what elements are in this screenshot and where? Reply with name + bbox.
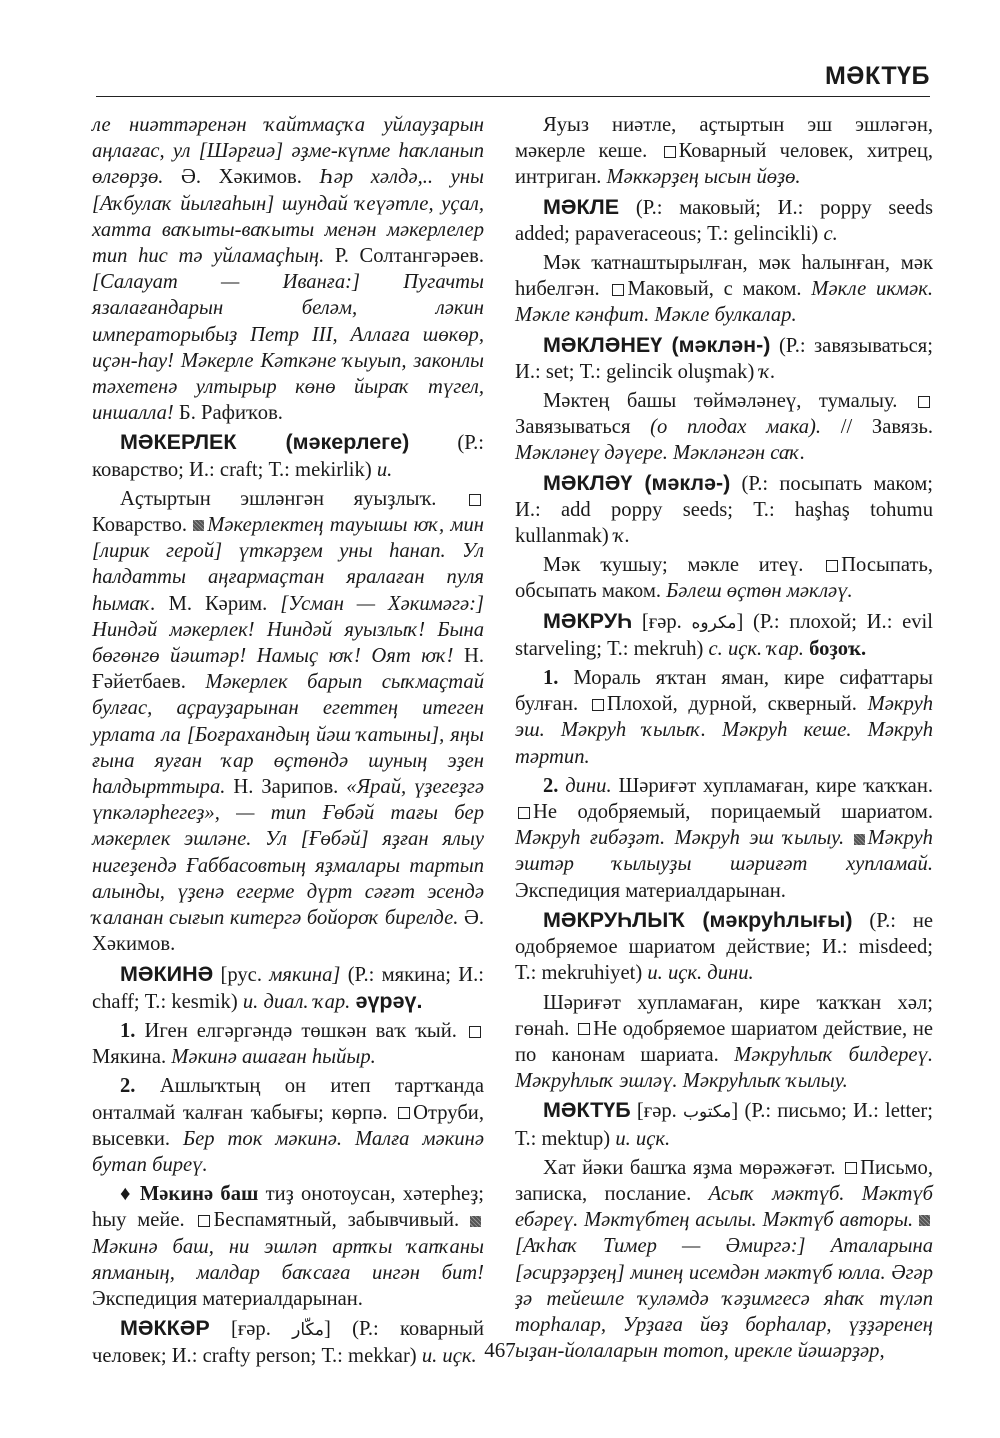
russian-translation-square-icon — [826, 560, 838, 572]
entry-makle: МӘКЛЕ (Р.: маковый; И.: poppy seeds added; papaveraceous; Т.: gelincikli) с. — [515, 194, 933, 245]
entry-makkar-body: Яуыз ниәтле, аҫтыртын эш эшләгән, мәкерле кеше. Коварный человек, хитрец, интриган. Мәккәрҙең ысын йөҙө. — [515, 114, 933, 189]
headword: МӘКИНӘ — [120, 961, 214, 986]
example-marker-icon — [919, 1215, 930, 1226]
sense-2: 2. дини. Шәриғәт хупламаған, кире ҡаҡҡан. Не одобряемый, порицаемый шариатом. Мәкруһ ғибәҙәт. Мәкруһ эш ҡылыу. Мәкруһ эштәр ҡылыуҙы шәриғәт хупламай. Экспедиция материалдарынан. — [515, 774, 933, 902]
headword: МӘКЛӘҮ (мәклә-) — [543, 470, 731, 495]
running-header — [96, 60, 930, 97]
russian-translation-square-icon — [469, 494, 481, 506]
entry-makle-body: Мәк ҡатнаштырылған, мәк һалынған, мәк һибелгән. Маковый, с маком. Мәкле икмәк. Мәкле кәнфит. Мәкле булкалар. — [515, 252, 933, 327]
entry-makina: МӘКИНӘ [рус. мякина] (Р.: мякина; И.: chaff; Т.: kesmik) и. диал. ҡар. әүрәү. — [92, 961, 484, 1013]
entry-makruhlyk: МӘКРУҺЛЫҠ (мәкруһлығы) (Р.: не одобряемое шариатом действие; И.: misdeed; Т.: mekruhiyet) и. иҫк. дини. — [515, 907, 934, 985]
entry-maklau-body: Мәк ҡушыу; мәкле итеү. Посыпать, обсыпать маком. Бәлеш өҫтөн мәкләү. — [515, 554, 933, 603]
entry-makruh: МӘКРУҺ [ғәр. مكروه] (Р.: плохой; И.: evil starveling; Т.: mekruh) с. иҫк. ҡар. боҙоҡ. — [515, 608, 933, 660]
entry-maklau: МӘКЛӘҮ (мәклә-) (Р.: посыпать маком; И.: add poppy seeds; Т.: haşhaş tohumu kullanmak) ҡ. — [515, 470, 933, 548]
left-column — [92, 112, 484, 1373]
example-marker-icon — [193, 520, 204, 531]
headword: МӘКРУҺ — [543, 608, 633, 633]
entry-maklaneu: МӘКЛӘНЕҮ (мәклән-) (Р.: завязываться; И.: set; Т.: gelincik oluşmak) ҡ. — [515, 332, 934, 383]
russian-translation-square-icon — [845, 1162, 857, 1174]
headword: МӘКРУҺЛЫҠ (мәкруһлығы) — [543, 907, 853, 932]
entry-makerlek: МӘКЕРЛЕК (мәкерлеге) (Р.: коварство; И.: craft; Т.: mekirlik) и. — [92, 430, 484, 481]
entry-makerlek-body: Аҫтыртын эшләнгән яуыҙлыҡ. Коварство. Мәкерлектең тауышы юҡ, мин [лирик герой] үткәрҙем уны һанап. Ул һалдатты аңғармаҫтан яралаған пуля һымаҡ. М. Кәрим. [Усман — Хәкимәгә:] Ниндәй мәкерлек! Ниндәй яуызлыҡ! Бына бөгөнгө йәштәр! Намыҫ юҡ! Оят юҡ! Н. Ғәйетбаев. Мәкерлек барып сыҡмаҫтай булғас, аҫрауҙарынан егеттең итеген урлата ла [Боғрахандың йәш ҡатыны], яңы ғына яуған ҡар өҫтөндә шуның эҙен һалдырттыра. Н. Зарипов. «Ярай, үҙегеҙгә үпкәләрһегеҙ», — тип Ғөбәй тағы бер мәкерлек эшләне. Ул [Ғөбәй] яҙған ялыу нигеҙендә Ғаббасовтың яҙмалары тартып алынды, үҙенә егерме дүрт сәғәт эсендә ҡаланан сығып китергә бойороҡ бирелде. Ә. Хәкимов. — [92, 487, 484, 956]
russian-translation-square-icon — [664, 146, 676, 158]
sense-1: 1. Мораль яҡтан яман, кире сифаттары булған. Плохой, дурной, скверный. Мәкруһ эш. Мәкруһ ҡылыҡ. Мәкруһ кеше. Мәкруһ тәртип. — [515, 667, 934, 768]
headword: МӘКЛӘНЕҮ (мәклән-) — [543, 332, 771, 357]
header-word: МӘКТҮБ — [824, 62, 930, 90]
sense-1: 1. Иген елгәргәндә төшкән ваҡ ҡый. Мякина. Мәкинә ашаған һыйыр. — [92, 1018, 484, 1070]
headword: МӘККӘР — [120, 1316, 210, 1341]
continuation-paragraph: ле ниәттәренән ҡайтмаҫҡа уйлауҙарын аңлағас, ул [Шәрғиә] әҙме-күпме һаҡланып өлгөрҙө. Ә. Хәкимов. Һәр хәлдә,.. уны [Аҡбулаҡ йылғаһын] шундай ҡеүәтле, уҫал, хатта ваҡыты-ваҡыты менән мәкерлелер тип һис тә уйламаҫһың. Р. Солтангәрәев. [Салауат — Иванға:] Пугачты язалағандарын беләм, ләкин императорыбыҙ Петр III, Аллаға шөкөр, иҫән-һау! Мәкерле Кәткәне ҡыуып, законлы тәхетенә ултырыр көнө йыраҡ түгел, иншалла! Б. Рафиҡов. — [92, 114, 484, 425]
russian-translation-square-icon — [398, 1107, 410, 1119]
entry-maklaneu-body: Мәктең башы төймәләнеү, тумалыу. Завязываться (о плодах мака). // Завязь. Мәкләнеү дәүере. Мәкләнгән саҡ. — [515, 390, 933, 465]
russian-translation-square-icon — [518, 807, 530, 819]
right-column — [515, 112, 933, 1367]
example-marker-icon — [854, 834, 865, 845]
entry-makruhlyk-body: Шәриғәт хупламаған, кире ҡаҡҡан хәл; гөнаһ. Не одобряемое шариатом действие, не по канонам шариата. Мәкруһлыҡ билдереү. Мәкруһлыҡ эшләү. Мәкруһлыҡ ҡылыу. — [515, 991, 933, 1093]
diamond-icon: ♦ — [120, 1183, 133, 1206]
russian-translation-square-icon — [198, 1215, 210, 1227]
russian-translation-square-icon — [469, 1026, 481, 1038]
russian-translation-square-icon — [592, 699, 604, 711]
russian-translation-square-icon — [612, 284, 624, 296]
headword: МӘКЛЕ — [543, 194, 620, 219]
russian-translation-square-icon — [918, 396, 930, 408]
sense-2: 2. Ашлыҡтың он итеп тартҡанда онталмай ҡалған ҡабығы; көрпә. Отруби, высевки. Бер ток мәкинә. Малға мәкинә бутап биреү. — [92, 1075, 484, 1176]
russian-translation-square-icon — [578, 1023, 590, 1035]
entry-makkar: МӘККӘР [ғәр. مكّار] (Р.: коварный человек; И.: crafty person; Т.: mekkar) и. иҫк. — [92, 1316, 484, 1368]
entry-maktub: МӘКТҮБ [ғәр. مكتوب] (Р.: письмо; И.: letter; Т.: mektup) и. иҫк. — [515, 1098, 933, 1150]
page-number: 467 — [484, 1338, 516, 1362]
headword: МӘКЕРЛЕК (мәкерлеге) — [120, 430, 410, 455]
example-marker-icon — [470, 1216, 481, 1227]
entry-maktub-body: Хат йәки башҡа яҙма мөрәжәғәт. Письмо, записка, послание. Асыҡ мәктүб. Мәктүб ебәреү. Мәктүбтең асылы. Мәктүб авторы. [Аҡһаҡ Тимер — Әмиргә:] Аталарына [әсирҙәрҙең] минең исемдән мәктүб юлла. Әгәр ҙә тейешле ҡуләмдә ҡәҙимгесә яһаҡ түләп торһалар, Урҙаға йөҙ борһалар, үҙҙәренең ыҙан-йолаларын тотоп, ирекле йәшәрҙәр, — [515, 1156, 933, 1363]
headword: МӘКТҮБ — [543, 1098, 631, 1123]
phraseology: ♦ Мәкинә баш тиҙ онотоусан, хәтерһеҙ; һыу мейе. Беспамятный, забывчивый. Мәкинә баш, ни эшләп артҡы ҡапҡаны япманың, малдар баҡсаға ингән бит! Экспедиция материалдарынан. — [92, 1183, 484, 1310]
